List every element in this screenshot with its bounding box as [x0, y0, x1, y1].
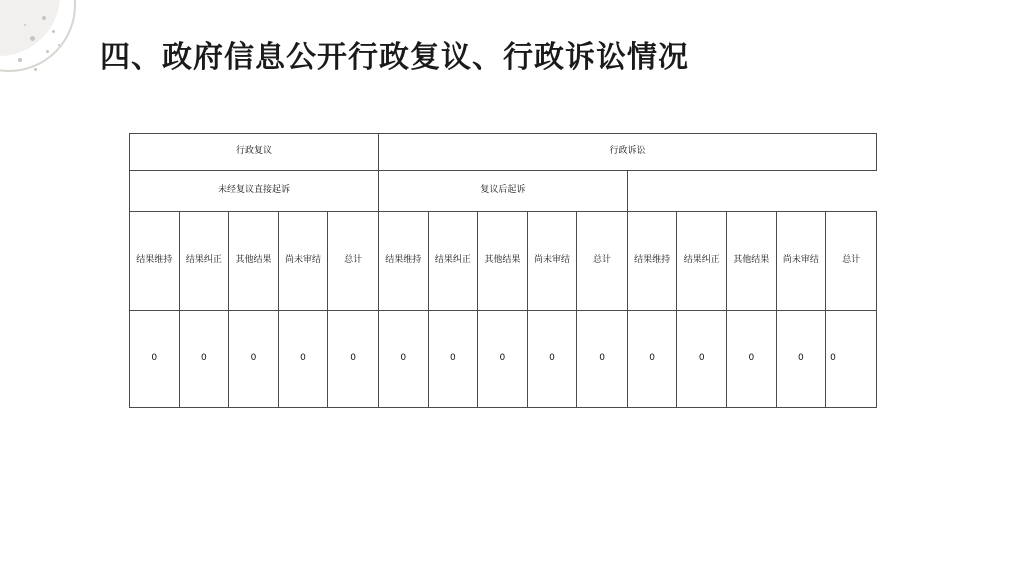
col-header-8: 其他结果	[478, 212, 528, 311]
col-header-11: 结果维持	[627, 212, 677, 311]
ornament-dot	[30, 36, 35, 41]
corner-arc-fill	[0, 0, 60, 56]
cell-value: 0	[229, 311, 279, 408]
cell-value: 0	[130, 311, 180, 408]
ornament-dot	[24, 24, 26, 26]
col-header-15: 总计	[826, 212, 877, 311]
table-row-column-headers	[130, 212, 877, 311]
group-header-susong: 行政诉讼	[378, 134, 876, 171]
cell-value: 0	[776, 311, 826, 408]
col-header-1: 结果维持	[130, 212, 180, 311]
cell-value: 0	[278, 311, 328, 408]
cell-value: 0	[179, 311, 229, 408]
col-header-4: 尚未审结	[278, 212, 328, 311]
col-header-5: 总计	[328, 212, 379, 311]
table-row-group-headers	[130, 134, 877, 171]
cell-value: 0	[478, 311, 528, 408]
col-header-12: 结果纠正	[677, 212, 727, 311]
ornament-dot	[52, 30, 55, 33]
cell-value: 0	[577, 311, 628, 408]
ornament-dot	[46, 50, 49, 53]
col-header-10: 总计	[577, 212, 628, 311]
cell-value: 0	[826, 311, 877, 408]
ornament-dot	[58, 44, 60, 46]
subgroup-header-direct-suit: 未经复议直接起诉	[130, 171, 379, 212]
corner-ornament	[0, 0, 110, 110]
col-header-13: 其他结果	[727, 212, 777, 311]
col-header-3: 其他结果	[229, 212, 279, 311]
cell-value: 0	[627, 311, 677, 408]
col-header-14: 尚未审结	[776, 212, 826, 311]
group-header-fuyi: 行政复议	[130, 134, 379, 171]
subgroup-header-after-review-suit: 复议后起诉	[378, 171, 627, 212]
cell-value: 0	[378, 311, 428, 408]
col-header-6: 结果维持	[378, 212, 428, 311]
ornament-dot	[42, 16, 46, 20]
ornament-dot	[18, 58, 22, 62]
col-header-2: 结果纠正	[179, 212, 229, 311]
cell-value: 0	[527, 311, 577, 408]
statistics-table-container	[129, 133, 877, 408]
table-row	[130, 311, 877, 408]
table-row-subgroup-headers	[130, 171, 877, 212]
cell-value: 0	[428, 311, 478, 408]
col-header-9: 尚未审结	[527, 212, 577, 311]
page-title: 四、政府信息公开行政复议、行政诉讼情况	[100, 40, 689, 75]
statistics-table	[129, 133, 877, 408]
cell-value: 0	[328, 311, 379, 408]
cell-value: 0	[727, 311, 777, 408]
col-header-7: 结果纠正	[428, 212, 478, 311]
ornament-dot	[34, 68, 37, 71]
corner-arc-outline	[0, 0, 76, 72]
cell-value: 0	[677, 311, 727, 408]
